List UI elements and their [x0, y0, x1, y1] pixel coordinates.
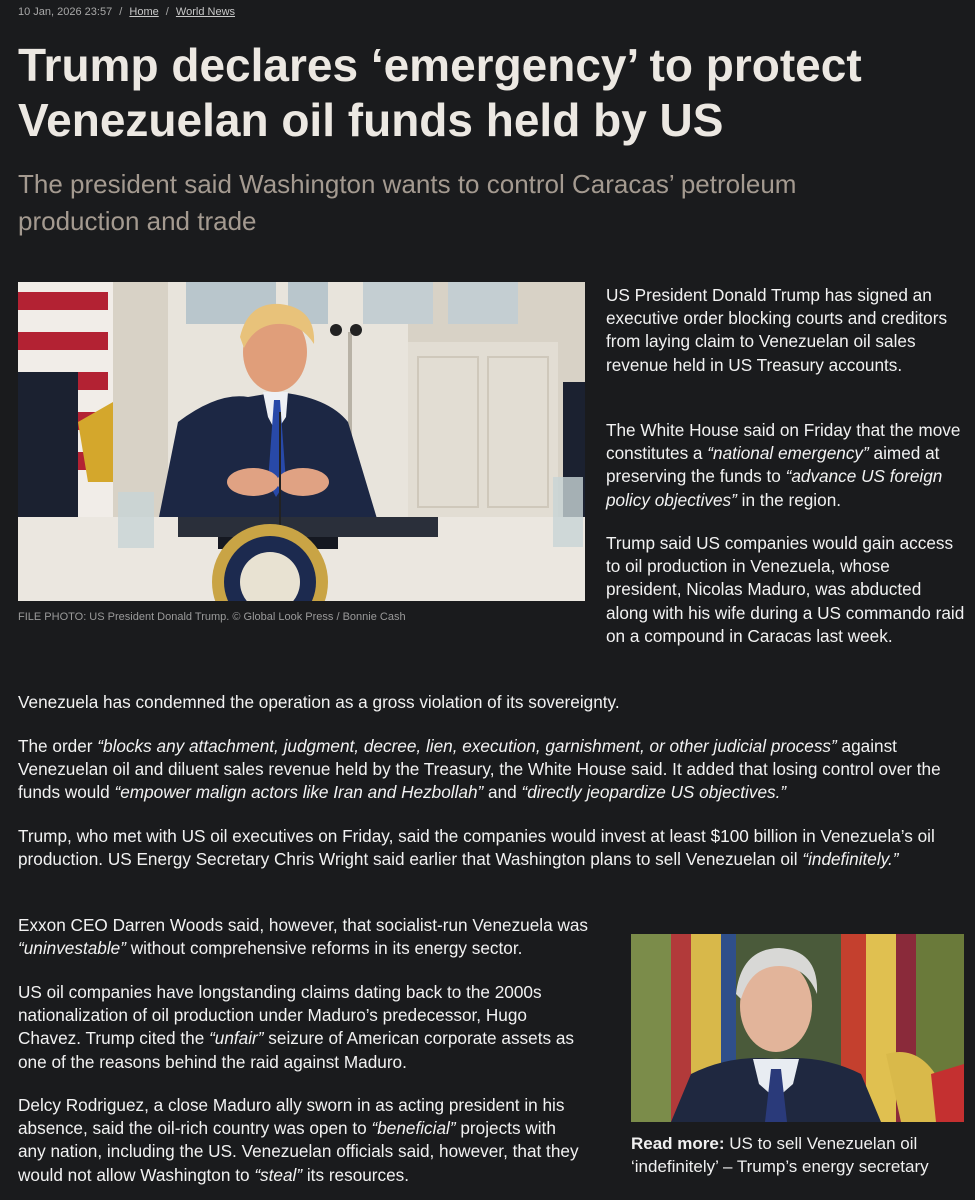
- article-subtitle: The president said Washington wants to control Caracas’ petroleum production and trade: [18, 169, 797, 236]
- paragraph-2: The White House said on Friday that the move constitutes a “national emergency” aimed at preserving the funds to “advance US foreign policy objectives” in the region.: [606, 420, 961, 510]
- photo-caption: FILE PHOTO: US President Donald Trump. © Global Look Press / Bonnie Cash: [18, 611, 406, 623]
- quote: “advance US foreign policy objectives”: [606, 466, 943, 510]
- paragraph-4: Venezuela has condemned the operation as a gross violation of its sovereignty.: [18, 692, 620, 712]
- breadcrumb-home-link[interactable]: Home: [129, 6, 159, 18]
- main-article-photo: [18, 282, 585, 601]
- quote: “national emergency”: [707, 443, 869, 464]
- paragraph-5: The order “blocks any attachment, judgment, decree, lien, execution, garnishment, or other judicial process” against Venezuelan oil and diluent sales revenue held by the Treasury, the White House said. It added that losing control over the funds would “empower malign actors like Iran and Hezbollah” and “directly jeopardize US objectives.”: [18, 736, 941, 803]
- breadcrumb-section-link[interactable]: World News: [175, 6, 236, 18]
- publish-datetime: 10 Jan, 2026 23:57: [18, 6, 113, 18]
- paragraph-8: US oil companies have longstanding claims dating back to the 2000s nationalization of oil production under Maduro’s predecessor, Hugo Chavez. Trump cited the “unfair” seizure of American corporate assets as one of the reasons behind the raid against Maduro.: [18, 982, 574, 1072]
- paragraph-3: Trump said US companies would gain access to oil production in Venezuela, whose president, Nicolas Maduro, was abducted along with his wife during a US commando raid on a compound in Caracas last week.: [606, 533, 965, 646]
- quote: “beneficial”: [371, 1118, 456, 1139]
- quote: “steal”: [254, 1164, 303, 1185]
- breadcrumb: [18, 6, 235, 18]
- read-more-title: US to sell Venezuelan oil ‘indefinitely’ – Trump’s energy secretary: [631, 1134, 929, 1176]
- quote: “empower malign actors like Iran and Hezbollah”: [114, 782, 484, 803]
- read-more-label: Read more:: [631, 1134, 725, 1153]
- paragraph-7: Exxon CEO Darren Woods said, however, that socialist-run Venezuela was “uninvestable” without comprehensive reforms in its energy sector.: [18, 915, 589, 959]
- breadcrumb-separator: /: [165, 6, 169, 18]
- quote: “unfair”: [209, 1028, 264, 1049]
- paragraph-9: Delcy Rodriguez, a close Maduro ally sworn in as acting president in his absence, said the oil-rich country was open to “beneficial” projects with any nation, including the US. Venezuelan officials said, however, that they would not allow Washington to “steal” its resources.: [18, 1095, 579, 1185]
- quote: “uninvestable”: [18, 938, 126, 959]
- read-more-link[interactable]: [631, 1132, 971, 1178]
- quote: “blocks any attachment, judgment, decree, lien, execution, garnishment, or other judicial process”: [97, 736, 837, 756]
- breadcrumb-separator: /: [119, 6, 123, 18]
- paragraph-6: Trump, who met with US oil executives on Friday, said the companies would invest at least $100 billion in Venezuela’s oil production. US Energy Secretary Chris Wright said earlier that Washington plans to sell Venezuelan oil “indefinitely.”: [18, 826, 935, 870]
- read-more-photo[interactable]: [631, 934, 964, 1122]
- quote: “indefinitely.”: [802, 849, 899, 870]
- article-headline: Trump declares ‘emergency’ to protect Venezuelan oil funds held by US: [18, 39, 862, 146]
- quote: “directly jeopardize US objectives.”: [521, 782, 787, 803]
- paragraph-1: US President Donald Trump has signed an executive order blocking courts and creditors from laying claim to Venezuelan oil sales revenue held in US Treasury accounts.: [606, 285, 948, 375]
